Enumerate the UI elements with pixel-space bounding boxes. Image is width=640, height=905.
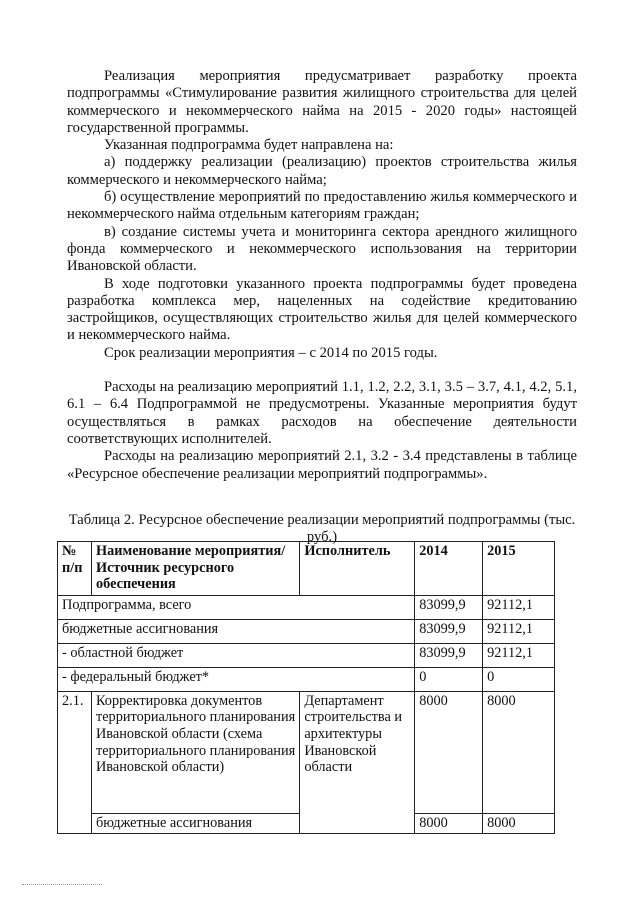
body-text [67,68,577,483]
spacer [67,362,577,379]
cell-2014: 83099,9 [415,643,483,667]
scan-artifact [22,884,102,885]
item-num: 2.1. [58,691,92,834]
table-header-row [58,542,555,596]
cell-2015: 92112,1 [483,643,555,667]
header-2014: 2014 [415,542,483,596]
paragraph: б) осуществление мероприятий по предоставлению жилья коммерческого и некоммерческого найма отдельным категориям граждан; [67,189,577,223]
row-label: - федеральный бюджет* [58,667,415,691]
table-row [58,691,555,813]
paragraph: в) создание системы учета и мониторинга сектора арендного жилищного фонда коммерческого и некоммерческого использования на территории Ивановской области. [67,223,577,275]
table-row [58,619,555,643]
paragraph: Расходы на реализацию мероприятий 2.1, 3.2 - 3.4 представлены в таблице «Ресурсное обеспечение реализации мероприятий подпрограммы». [67,448,577,482]
header-num: № п/п [58,542,92,596]
paragraph: а) поддержку реализации (реализацию) проектов строительства жилья коммерческого и некоммерческого найма; [67,154,577,188]
header-name: Наименование мероприятия/ Источник ресурсного обеспечения [91,542,299,596]
cell-2014: 8000 [415,691,483,813]
cell-2015: 92112,1 [483,595,555,619]
table-caption: Таблица 2. Ресурсное обеспечение реализации мероприятий подпрограммы (тыс. руб.) [68,512,576,545]
table-row [58,643,555,667]
resource-table [57,541,555,834]
cell-2014: 8000 [415,813,483,834]
cell-2015: 0 [483,667,555,691]
row-label: бюджетные ассигнования [58,619,415,643]
cell-2015: 8000 [483,691,555,813]
cell-2014: 83099,9 [415,619,483,643]
paragraph: Срок реализации мероприятия – с 2014 по 2015 годы. [104,344,438,361]
paragraph: Реализация мероприятия предусматривает разработку проекта подпрограммы «Стимулирование развития жилищного строительства для целей коммерческого и некоммерческого найма на 2015 - 2020 годы» настоящей государственной программы. [67,68,577,136]
table-row [58,595,555,619]
header-executor: Исполнитель [300,542,415,596]
paragraph: В ходе подготовки указанного проекта подпрограммы будет проведена разработка комплекса мер, нацеленных на содействие кредитованию застройщиков, осуществляющих строительство жилья для целей коммерческого и некоммерческого найма. [67,275,577,344]
cell-2014: 0 [415,667,483,691]
item-executor: Департамент строительства и архитектуры Ивановской области [300,691,415,834]
cell-2015: 92112,1 [483,619,555,643]
paragraph: Указанная подпрограмма будет направлена на: [104,137,394,154]
row-label: - областной бюджет [58,643,415,667]
cell-2014: 83099,9 [415,595,483,619]
paragraph: Расходы на реализацию мероприятий 1.1, 1.2, 2.2, 3.1, 3.5 – 3.7, 4.1, 4.2, 5.1, 6.1 – 6.4 Подпрограммой не предусмотрены. Указанные мероприятия будут осуществляться в рамках расходов на обеспечение деятельности соответствующих исполнителей. [67,379,577,447]
header-2015: 2015 [483,542,555,596]
table-row [58,667,555,691]
sub-label: бюджетные ассигнования [91,813,299,834]
item-name: Корректировка документов территориального планирования Ивановской области (схема территориального планирования Ивановской области) [91,691,299,813]
cell-2015: 8000 [483,813,555,834]
row-label: Подпрограмма, всего [58,595,415,619]
